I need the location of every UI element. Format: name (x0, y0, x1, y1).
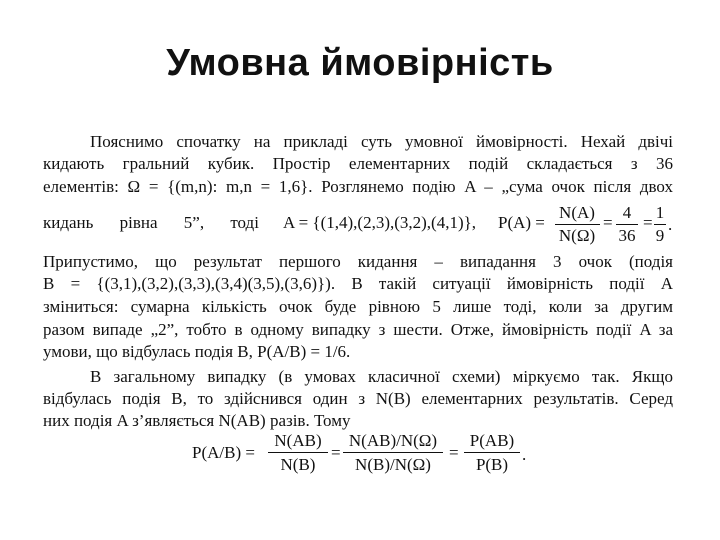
fraction-bar (555, 224, 600, 225)
fraction-den-nomega: N(Ω) (558, 226, 596, 245)
equals-sign: = (331, 443, 341, 462)
paragraph-3-line-1: В загальному випадку (в умовах класичної схеми) міркуємо так. Якщо (90, 367, 673, 386)
equals-sign: = (643, 213, 653, 232)
fraction-bar (654, 224, 666, 225)
fraction-num-1: 1 (655, 203, 665, 222)
paragraph-3-line-3: них подія A з’являється N(AB) разів. Тому (43, 411, 351, 430)
formula-den-pb: P(B) (475, 455, 509, 474)
fraction-den-9: 9 (655, 226, 665, 245)
fraction-bar (616, 224, 638, 225)
period: . (668, 215, 673, 234)
event-a-set: A = {(1,4),(2,3),(3,2),(4,1)}, (283, 213, 477, 232)
paragraph-2-line-4: разом випаде „2”, тобто в одному випадку з шести. Отже, ймовірність події A за (43, 320, 673, 339)
formula-den-nb-nomega: N(B)/N(Ω) (355, 455, 431, 474)
paragraph-2-line-2: B = {(3,1),(3,2),(3,3),(3,4)(3,5),(3,6)}). В такій ситуації ймовірність події A (43, 274, 673, 293)
fraction-bar (268, 452, 328, 453)
formula-lhs: P(A/B) = (192, 443, 255, 462)
paragraph-3-line-2: відбулась подія B, то здійснився один з N(B) елементарних результатів. Серед (43, 389, 673, 408)
paragraph-1-line-1: Пояснимо спочатку на прикладі суть умовної ймовірності. Нехай двічі (90, 132, 673, 151)
equals-sign: = (603, 213, 613, 232)
period: . (522, 445, 527, 464)
formula-num-pab: P(AB) (469, 431, 515, 450)
paragraph-1-line-2: кидають гральний кубик. Простір елементарних подій складається з 36 (43, 154, 673, 173)
page-title: Умовна ймовірність (166, 42, 554, 84)
formula-num-nab: N(AB) (274, 431, 322, 450)
fraction-bar (464, 452, 520, 453)
paragraph-2-line-3: зміниться: сумарна кількість очок буде рівною 5 лише тоді, коли за другим (43, 297, 673, 316)
paragraph-2-line-1: Припустимо, що результат першого кидання – випадання 3 очок (подія (43, 252, 673, 271)
formula-num-nab-nomega: N(AB)/N(Ω) (348, 431, 438, 450)
fraction-den-36: 36 (618, 226, 636, 245)
equals-sign: = (449, 443, 459, 462)
probability-a-lhs: P(A) = (498, 213, 545, 232)
fraction-num-4: 4 (622, 203, 632, 222)
formula-den-nb: N(B) (280, 455, 316, 474)
fraction-num-na: N(A) (559, 203, 595, 222)
paragraph-2-line-5: умови, що відбулась подія B, P(A/B) = 1/6. (43, 342, 351, 361)
paragraph-1-line-4-text: кидань рівна 5”, тоді (43, 213, 259, 232)
fraction-bar (343, 452, 443, 453)
paragraph-1-line-3: елементів: Ω = {(m,n): m,n = 1,6}. Розглянемо подію A – „сума очок після двох (43, 177, 673, 196)
